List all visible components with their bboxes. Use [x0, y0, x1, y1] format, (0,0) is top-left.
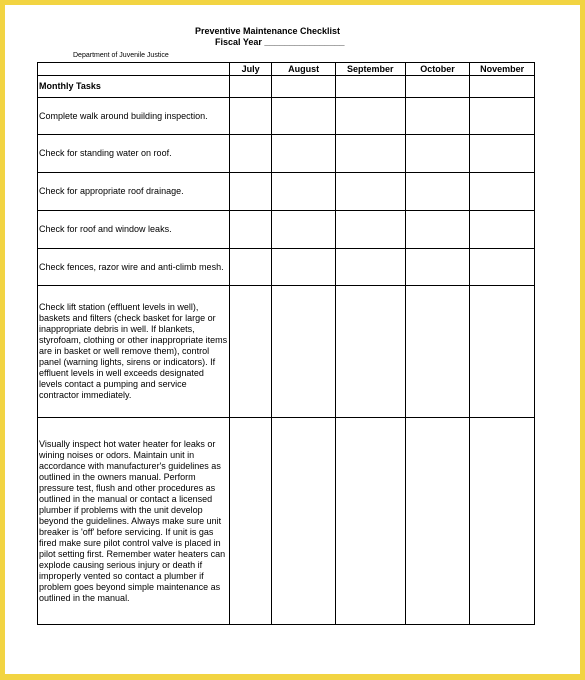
table-row: [38, 249, 535, 286]
task-label: Check for standing water on roof.: [38, 135, 230, 173]
table-row: [38, 98, 535, 135]
header-october: October: [405, 63, 470, 76]
check-cell[interactable]: [229, 211, 271, 249]
check-cell[interactable]: [229, 249, 271, 286]
task-label: Check lift station (effluent levels in well), baskets and filters (check basket for large or inappropriate debris in well. If blankets, styrofoam, clothing or other inappropriate items are in basket or well remove them), control panel (warning lights, sirens or indicators). If effluent levels in well exceeds designated levels contact a pumping and service contractor immediately.: [38, 286, 230, 418]
header-row: [38, 63, 535, 76]
check-cell[interactable]: [229, 418, 271, 625]
header-november: November: [470, 63, 535, 76]
checklist-table: [37, 62, 535, 625]
task-label: Check for appropriate roof drainage.: [38, 173, 230, 211]
check-cell[interactable]: [272, 135, 336, 173]
header-september: September: [335, 63, 405, 76]
check-cell[interactable]: [470, 211, 535, 249]
task-label: Visually inspect hot water heater for leaks or wining noises or odors. Maintain unit in accordance with manufacturer's guidelines as outlined in the owners manual. Perform pressure test, flush and other procedures as outlined in the manual or contact a licensed plumber if problems with the unit develop beyond the guidelines. Always make sure unit breaker is 'off' before servicing. If unit is gas fired make sure pilot control valve is placed in pilot setting first. Remember water heaters can explode causing serious injury or death if improperly vented so contact a plumber if problem goes beyond simple maintenance as outlined in the manual.: [38, 418, 230, 625]
check-cell[interactable]: [229, 286, 271, 418]
check-cell[interactable]: [335, 211, 405, 249]
task-label: Check for roof and window leaks.: [38, 211, 230, 249]
table-row: [38, 211, 535, 249]
section-row: [38, 76, 535, 98]
header-july: July: [229, 63, 271, 76]
check-cell[interactable]: [335, 249, 405, 286]
check-cell[interactable]: [272, 173, 336, 211]
check-cell[interactable]: [272, 249, 336, 286]
department-label: Department of Juvenile Justice: [73, 52, 169, 59]
table-row: [38, 286, 535, 418]
check-cell[interactable]: [405, 173, 470, 211]
check-cell[interactable]: [405, 418, 470, 625]
check-cell[interactable]: [470, 76, 535, 98]
check-cell[interactable]: [335, 135, 405, 173]
table-row: [38, 418, 535, 625]
task-label: Complete walk around building inspection.: [38, 98, 230, 135]
check-cell[interactable]: [470, 98, 535, 135]
check-cell[interactable]: [335, 76, 405, 98]
check-cell[interactable]: [470, 135, 535, 173]
document-title: Preventive Maintenance Checklist: [194, 26, 341, 36]
check-cell[interactable]: [470, 418, 535, 625]
table-row: [38, 173, 535, 211]
check-cell[interactable]: [405, 211, 470, 249]
check-cell[interactable]: [405, 135, 470, 173]
check-cell[interactable]: [470, 249, 535, 286]
fiscal-year-field: Fiscal Year ________________: [215, 37, 345, 47]
check-cell[interactable]: [405, 98, 470, 135]
check-cell[interactable]: [405, 76, 470, 98]
check-cell[interactable]: [335, 98, 405, 135]
check-cell[interactable]: [229, 173, 271, 211]
header-task-cell: [38, 63, 230, 76]
check-cell[interactable]: [272, 98, 336, 135]
check-cell[interactable]: [272, 418, 336, 625]
task-label: Check fences, razor wire and anti-climb mesh.: [38, 249, 230, 286]
check-cell[interactable]: [405, 286, 470, 418]
check-cell[interactable]: [335, 418, 405, 625]
header-august: August: [272, 63, 336, 76]
check-cell[interactable]: [229, 98, 271, 135]
table-row: [38, 135, 535, 173]
check-cell[interactable]: [335, 173, 405, 211]
document-title-block: [165, 26, 370, 48]
check-cell[interactable]: [272, 76, 336, 98]
check-cell[interactable]: [405, 249, 470, 286]
check-cell[interactable]: [470, 286, 535, 418]
check-cell[interactable]: [229, 135, 271, 173]
section-monthly-tasks: Monthly Tasks: [38, 76, 230, 98]
check-cell[interactable]: [335, 286, 405, 418]
check-cell[interactable]: [229, 76, 271, 98]
check-cell[interactable]: [272, 286, 336, 418]
check-cell[interactable]: [272, 211, 336, 249]
check-cell[interactable]: [470, 173, 535, 211]
